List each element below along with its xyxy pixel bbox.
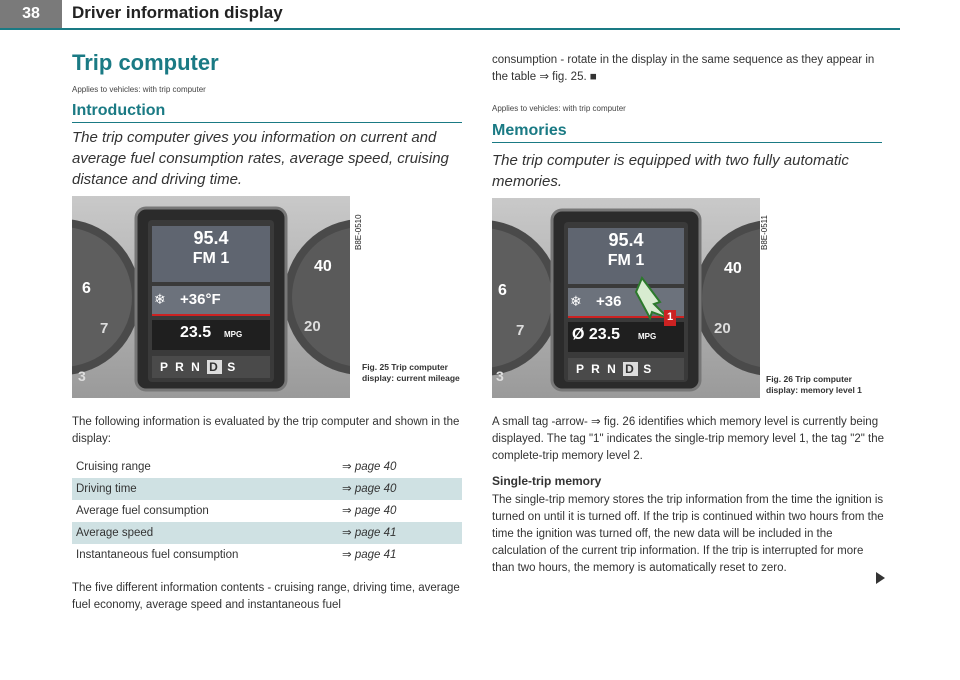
figure-26-caption: Fig. 26 Trip computer display: memory level 1 — [766, 374, 862, 395]
display-line-2: FM 1 — [192, 250, 230, 267]
snowflake-icon: ❄ — [154, 291, 166, 307]
page-link[interactable]: ⇒ page 40 — [342, 483, 397, 495]
subtitle-rule — [492, 142, 882, 143]
gear-p: P — [160, 360, 170, 374]
gauge-numeral: 7 — [516, 322, 525, 339]
gear-s: S — [643, 362, 654, 376]
table-intro: The following information is evaluated by the trip computer and shown in the display: — [72, 416, 460, 445]
gauge-numeral: 40 — [314, 258, 332, 275]
gear-n: N — [191, 360, 202, 374]
gauge-numeral: 20 — [714, 320, 731, 337]
page-number: 38 — [0, 0, 62, 28]
gear-p: P — [576, 362, 586, 376]
figure-25-caption: Fig. 25 Trip computer display: current mileage — [362, 362, 460, 383]
figure-code: B8E-0511 — [760, 215, 769, 250]
page-link[interactable]: ⇒ page 41 — [342, 549, 397, 561]
gear-s: S — [227, 360, 238, 374]
gauge-numeral: 7 — [100, 320, 109, 337]
gear-indicator — [576, 362, 653, 376]
figure-code: B8E-0510 — [354, 214, 363, 250]
display-unit: MPG — [638, 332, 657, 341]
page-link[interactable]: ⇒ page 40 — [342, 461, 397, 473]
gauge-numeral: 20 — [304, 318, 321, 335]
display-consumption: Ø 23.5 — [572, 326, 621, 343]
after-table-paragraph: The five different information contents - cruising range, driving time, average fuel economy, average speed and instantaneous fuel — [72, 582, 460, 611]
gear-r: R — [591, 362, 602, 376]
gear-r: R — [175, 360, 186, 374]
gear-d-active: D — [625, 362, 636, 376]
table-row: Cruising range ⇒ page 40 — [72, 456, 462, 478]
gauge-numeral: 6 — [498, 282, 507, 299]
display-temperature: +36°F — [180, 291, 221, 308]
table-row: Driving time ⇒ page 40 — [72, 478, 462, 500]
gear-d-active: D — [209, 360, 220, 374]
page-link[interactable]: ⇒ page 40 — [342, 505, 397, 517]
display-line-1: 95.4 — [608, 230, 644, 250]
snowflake-icon: ❄ — [570, 293, 582, 309]
continued-paragraph: consumption - rotate in the display in the same sequence as they appear in the table ⇒ fig. 25. ■ — [492, 54, 875, 83]
single-trip-heading: Single-trip memory — [492, 474, 602, 488]
gauge-numeral: 6 — [82, 280, 91, 297]
display-line-2: FM 1 — [607, 252, 645, 269]
subtitle-rule — [72, 122, 462, 123]
page-header — [0, 0, 960, 32]
display-temperature: +36 — [596, 293, 622, 310]
display-line-1: 95.4 — [193, 228, 229, 248]
applies-note: Applies to vehicles: with trip computer — [492, 104, 626, 113]
gear-n: N — [607, 362, 618, 376]
header-rule — [0, 28, 900, 30]
applies-note: Applies to vehicles: with trip computer — [72, 85, 206, 94]
table-row: Average speed ⇒ page 41 — [72, 522, 462, 544]
gauge-numeral: 3 — [496, 368, 504, 384]
lead-paragraph: The trip computer is equipped with two fully automatic memories. — [492, 152, 849, 190]
tag-paragraph: A small tag -arrow- ⇒ fig. 26 identifies which memory level is currently being displayed. The tag "1" indicates the single-trip memory level 1, the tag "2" the complete-trip memory level 2. — [492, 416, 884, 462]
memory-tag: 1 — [667, 311, 674, 323]
lead-paragraph: The trip computer gives you information on current and average fuel consumption rates, average speed, cruising distance and driving time. — [72, 129, 449, 188]
table-row: Instantaneous fuel consumption ⇒ page 41 — [72, 544, 462, 566]
gear-indicator — [160, 360, 237, 374]
display-consumption: 23.5 — [180, 324, 212, 341]
single-trip-paragraph: The single-trip memory stores the trip information from the time the ignition is turned on until it is turned off. If the trip is continued within two hours from the time the ignition was turned off, the new data will be included in the calculation of the current trip information. If the trip is interrupted for more than two hours, the memory is automatically reset to zero. — [492, 494, 884, 574]
info-table — [72, 456, 462, 566]
subtitle-introduction: Introduction — [72, 102, 166, 119]
figure-26 — [492, 198, 760, 398]
page-title: Trip computer — [72, 50, 219, 75]
gauge-numeral: 3 — [78, 368, 86, 384]
subtitle-memories: Memories — [492, 122, 567, 139]
section-title: Driver information display — [72, 3, 283, 22]
page-link[interactable]: ⇒ page 41 — [342, 527, 397, 539]
display-unit: MPG — [224, 330, 243, 339]
figure-25 — [72, 196, 350, 398]
continue-arrow-icon — [876, 572, 885, 584]
table-row: Average fuel consumption ⇒ page 40 — [72, 500, 462, 522]
gauge-numeral: 40 — [724, 260, 742, 277]
